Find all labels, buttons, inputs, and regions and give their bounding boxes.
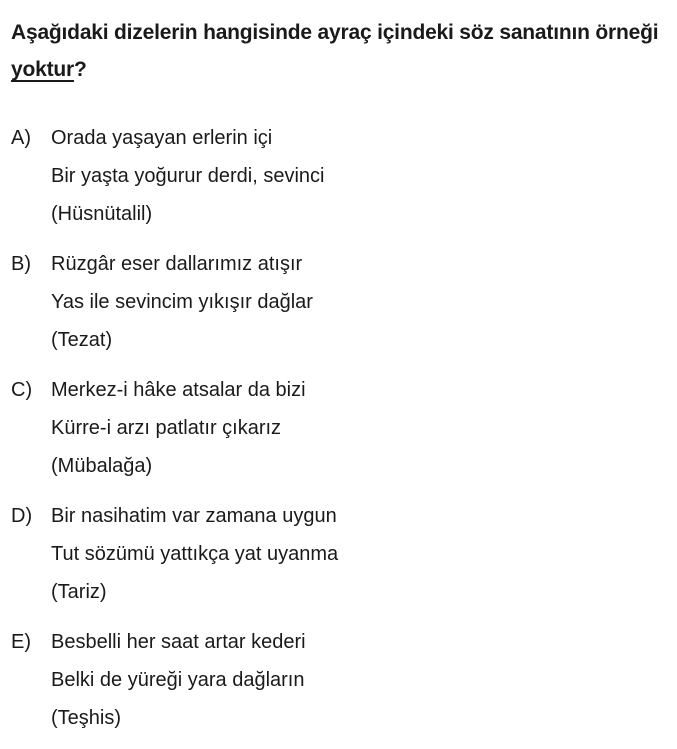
verse-line-2: Yas ile sevincim yıkışır dağlar bbox=[51, 291, 313, 313]
question-text-main: Aşağıdaki dizelerin hangisinde ayraç içindeki söz sanatının örneği bbox=[11, 21, 659, 44]
verse-line-1: Bir nasihatim var zamana uygun bbox=[51, 505, 337, 527]
literary-device: (Hüsnütalil) bbox=[51, 203, 153, 225]
answer-options bbox=[11, 119, 671, 749]
option-content bbox=[51, 371, 306, 485]
option-d[interactable] bbox=[11, 497, 671, 623]
option-letter: A) bbox=[11, 127, 31, 149]
literary-device: (Tezat) bbox=[51, 329, 113, 351]
verse-line-2: Tut sözümü yattıkça yat uyanma bbox=[51, 543, 339, 565]
option-letter: E) bbox=[11, 631, 31, 653]
verse-line-2: Bir yaşta yoğurur derdi, sevinci bbox=[51, 165, 325, 187]
verse-line-2: Kürre-i arzı patlatır çıkarız bbox=[51, 417, 282, 439]
option-c[interactable] bbox=[11, 371, 671, 497]
literary-device: (Teşhis) bbox=[51, 707, 122, 729]
option-content bbox=[51, 497, 338, 611]
option-b[interactable] bbox=[11, 245, 671, 371]
option-letter: B) bbox=[11, 253, 31, 275]
verse-line-1: Rüzgâr eser dallarımız atışır bbox=[51, 253, 303, 275]
question-text bbox=[11, 14, 675, 88]
verse-line-1: Orada yaşayan erlerin içi bbox=[51, 127, 273, 149]
verse-line-2: Belki de yüreği yara dağların bbox=[51, 669, 305, 691]
question-underlined-word: yoktur bbox=[11, 58, 74, 81]
option-letter: C) bbox=[11, 379, 33, 401]
option-a[interactable] bbox=[11, 119, 671, 245]
option-content bbox=[51, 623, 306, 737]
literary-device: (Mübalağa) bbox=[51, 455, 153, 477]
option-content bbox=[51, 119, 324, 233]
option-content bbox=[51, 245, 313, 359]
question-mark: ? bbox=[73, 58, 87, 81]
literary-device: (Tariz) bbox=[51, 581, 107, 603]
option-letter: D) bbox=[11, 505, 33, 527]
verse-line-1: Merkez-i hâke atsalar da bizi bbox=[51, 379, 306, 401]
verse-line-1: Besbelli her saat artar kederi bbox=[51, 631, 306, 653]
option-e[interactable] bbox=[11, 623, 671, 749]
